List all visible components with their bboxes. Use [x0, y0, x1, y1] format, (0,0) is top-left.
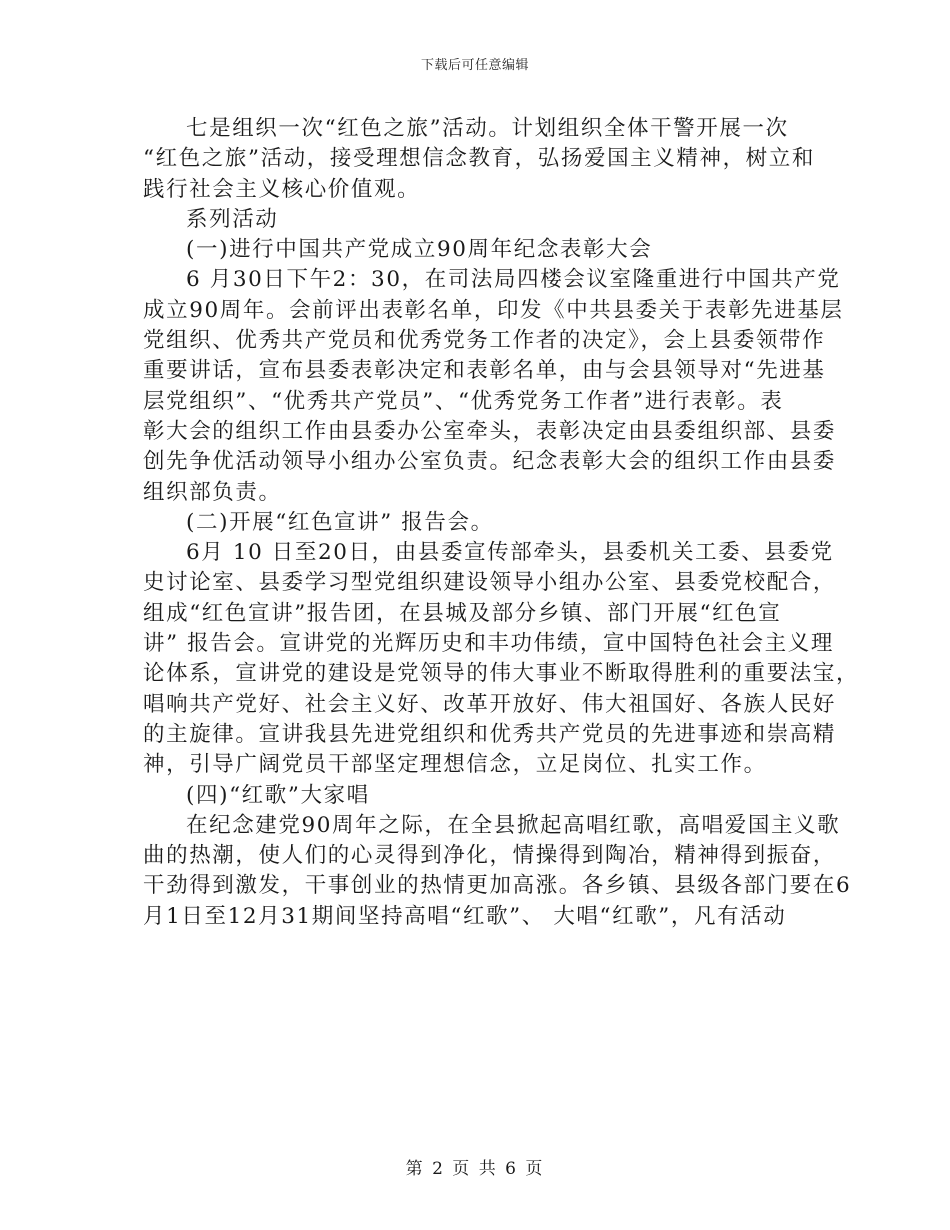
text-line: 论体系，宣讲党的建设是党领导的伟大事业不断取得胜利的重要法宝，: [143, 661, 860, 687]
text-line: (一)进行中国共产党成立90周年纪念表彰大会: [186, 237, 653, 263]
text-line: (四)“红歌”大家唱: [186, 782, 370, 808]
text-line: 层党组织”、“优秀共产党员”、“优秀党务工作者”进行表彰。表: [143, 388, 784, 414]
text-line: 的主旋律。宣讲我县先进党组织和优秀共产党员的先进事迹和崇高精: [143, 721, 837, 747]
text-line: 6 月30日下午2：30，在司法局四楼会议室隆重进行中国共产党: [186, 267, 841, 293]
text-line: 神，引导广阔党员干部坚定理想信念，立足岗位、扎实工作。: [143, 752, 767, 778]
text-line: 成立90周年。会前评出表彰名单，印发《中共县委关于表彰先进基层: [143, 297, 844, 323]
text-line: 组成“红色宣讲”报告团，在县城及部分乡镇、部门开展“红色宣: [143, 600, 782, 626]
text-line: 6月 10 日至20日，由县委宣传部牵头，县委机关工委、县委党: [186, 540, 834, 566]
text-line: 系列活动: [186, 206, 279, 232]
text-line: 干劲得到激发，干事创业的热情更加高涨。各乡镇、县级各部门要在6: [143, 873, 852, 899]
text-line: “红色之旅”活动，接受理想信念教育，弘扬爱国主义精神，树立和: [143, 146, 815, 172]
page-footer: 第 2 页 共 6 页: [405, 1159, 545, 1179]
text-line: 彰大会的组织工作由县委办公室牵头，表彰决定由县委组织部、县委: [143, 418, 837, 444]
text-line: 党组织、优秀共产党员和优秀党务工作者的决定》，会上县委领带作: [143, 328, 826, 354]
text-line: 月1日至12月31期间坚持高唱“红歌”、 大唱“红歌”，凡有活动: [143, 903, 787, 929]
text-line: (二)开展“红色宣讲” 报告会。: [186, 509, 494, 535]
document-body: [143, 114, 860, 932]
text-line: 创先争优活动领导小组办公室负责。纪念表彰大会的组织工作由县委: [143, 449, 837, 475]
text-line: 唱响共产党好、社会主义好、改革开放好、伟大祖国好、各族人民好: [143, 691, 837, 717]
text-line: 讲” 报告会。宣讲党的光辉历史和丰功伟绩，宣中国特色社会主义理: [143, 631, 834, 657]
text-line: 曲的热潮，使人们的心灵得到净化，情操得到陶冶，精神得到振奋，: [143, 843, 837, 869]
text-line: 组织部负责。: [143, 479, 282, 505]
text-line: 史讨论室、县委学习型党组织建设领导小组办公室、县委党校配合，: [143, 570, 837, 596]
page-header: 下载后可任意编辑: [420, 58, 529, 73]
text-line: 重要讲话，宣布县委表彰决定和表彰名单，由与会县领导对“先进基: [143, 358, 826, 384]
text-line: 践行社会主义核心价值观。: [143, 176, 421, 202]
text-line: 七是组织一次“红色之旅”活动。计划组织全体干警开展一次: [186, 116, 789, 141]
text-line: 在纪念建党90周年之际，在全县掀起高唱红歌，高唱爱国主义歌: [186, 812, 841, 838]
